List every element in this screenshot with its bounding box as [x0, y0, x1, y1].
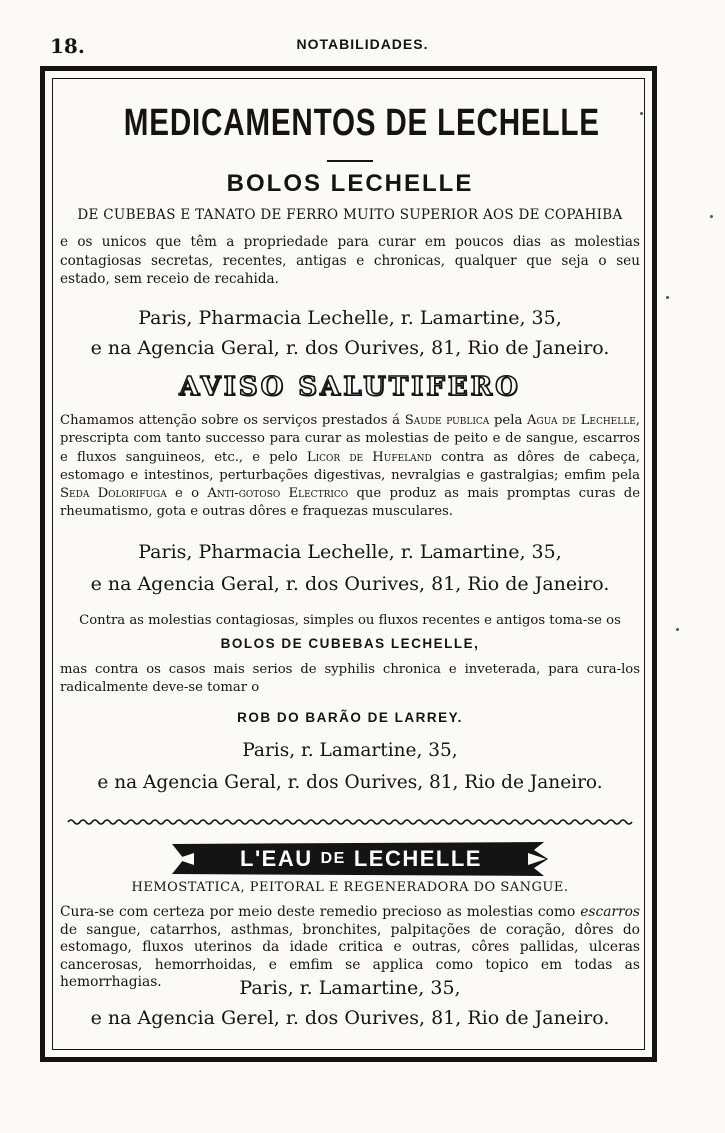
- advert4-body-a: Cura-se com certeza por meio deste remedio precioso as molestias como: [60, 904, 576, 920]
- advert3-product1-block: [60, 636, 640, 651]
- advert3-product2-block: [60, 710, 640, 725]
- running-head: [0, 34, 725, 58]
- ink-speck: [666, 296, 669, 299]
- advert4-body-b: de sangue, catarrhos, asthmas, bronchites, palpitações de coração, dôres do estomago, fluxos uterinos da idade critica e outras, côres pallidas, ulceras cancerosas, hemorrhoidas, e emfim se applica como topico em todas as hemorrhagias.: [60, 921, 640, 990]
- advert4-address-2: e na Agencia Gerel, r. dos Ourives, 81, Rio de Janeiro.: [90, 1007, 610, 1029]
- wavy-divider: [60, 818, 640, 826]
- banner-de: DE: [320, 850, 346, 867]
- advert2-address-1: Paris, Pharmacia Lechelle, r. Lamartine, 35,: [138, 541, 562, 563]
- ink-speck: [710, 215, 713, 218]
- advert3-address-2: e na Agencia Geral, r. dos Ourives, 81, Rio de Janeiro.: [97, 772, 603, 793]
- banner-text: [172, 840, 550, 878]
- advert2-body-a: Chamamos attenção sobre os serviços prestados á: [60, 413, 401, 428]
- advert2-address-2: e na Agencia Geral, r. dos Ourives, 81, Rio de Janeiro.: [90, 573, 610, 595]
- advert2-licor: Licor de Hufeland: [306, 449, 432, 465]
- advert2-agua: Agua de Lechelle: [526, 413, 636, 428]
- advert3-product1: BOLOS DE CUBEBAS LECHELLE,: [220, 636, 480, 651]
- advert2-title: AVISO SALUTIFERO: [179, 372, 521, 402]
- advert4-escarros: escarros: [580, 904, 641, 920]
- advert2-body-e: e o: [175, 486, 200, 502]
- advert3-intro: Contra as molestias contagiosas, simples ou fluxos recentes e antigos toma-se os: [79, 613, 621, 628]
- advert1-body: e os unicos que têm a propriedade para curar em poucos dias as molestias contagiosas secretas, recentes, antigas e chronicas, qualquer que seja o seu estado, sem receio de recahida.: [60, 234, 640, 287]
- advert1-address-1: Paris, Pharmacia Lechelle, r. Lamartine, 35,: [138, 307, 562, 329]
- banner-lechelle: LECHELLE: [353, 846, 482, 871]
- advert2-body-b: pela: [493, 413, 523, 428]
- ink-speck: [676, 628, 679, 631]
- advert2-body-c: , prescripta com tanto successo para curar as molestias de peito e de sangue, escarros e fluxos sanguineos, etc., e pelo: [60, 413, 640, 465]
- advert3-product2: ROB DO BARÃO DE LARREY.: [237, 710, 463, 725]
- advert2-seda: Seda Dolorifuga: [60, 486, 167, 502]
- banner-leau: L'EAU: [240, 846, 313, 871]
- advert1-section-title: BOLOS LECHELLE: [226, 170, 474, 197]
- advert4-subtitle-block: [60, 880, 640, 895]
- advert2-body: [60, 412, 640, 522]
- advert1-subtitle-block: [60, 207, 640, 223]
- advert1-heading: MEDICAMENTOS DE LECHELLE: [123, 102, 600, 144]
- leau-banner: [172, 840, 550, 878]
- advert4-subtitle: HEMOSTATICA, PEITORAL E REGENERADORA DO SANGUE.: [131, 880, 569, 895]
- advert3-address-1: Paris, r. Lamartine, 35,: [242, 740, 458, 761]
- advert1-section-block: [60, 170, 640, 198]
- advert1-heading-block: [60, 102, 640, 145]
- advert2-anti: Anti-gotoso Electrico: [207, 486, 349, 502]
- advert2-body-d: contra as dôres de cabeça, estomago e intestinos, perturbações digestivas, nevralgias e gastralgias; emfim pela: [60, 449, 640, 483]
- page-number: 18.: [50, 34, 85, 58]
- ink-speck: [640, 112, 643, 115]
- advert2-title-block: [60, 372, 640, 402]
- heading-rule-block: [60, 160, 640, 162]
- advert2-body-f: que produz as mais promptas curas de rheumatismo, gota e outras dôres e fraquezas musculares.: [60, 486, 640, 520]
- running-title: NOTABILIDADES.: [296, 36, 429, 52]
- advert4-address-1: Paris, r. Lamartine, 35,: [239, 977, 461, 999]
- advert1-subtitle: DE CUBEBAS E TANATO DE FERRO MUITO SUPERIOR AOS DE COPAHIBA: [77, 207, 623, 223]
- advert3-middle: mas contra os casos mais serios de syphilis chronica e inveterada, para cura-los radicalmente deve-se tomar o: [60, 662, 640, 696]
- heading-rule: [327, 160, 373, 162]
- advert2-saude: Saude publica: [404, 413, 490, 428]
- advert1-address-2: e na Agencia Geral, r. dos Ourives, 81, Rio de Janeiro.: [90, 337, 610, 359]
